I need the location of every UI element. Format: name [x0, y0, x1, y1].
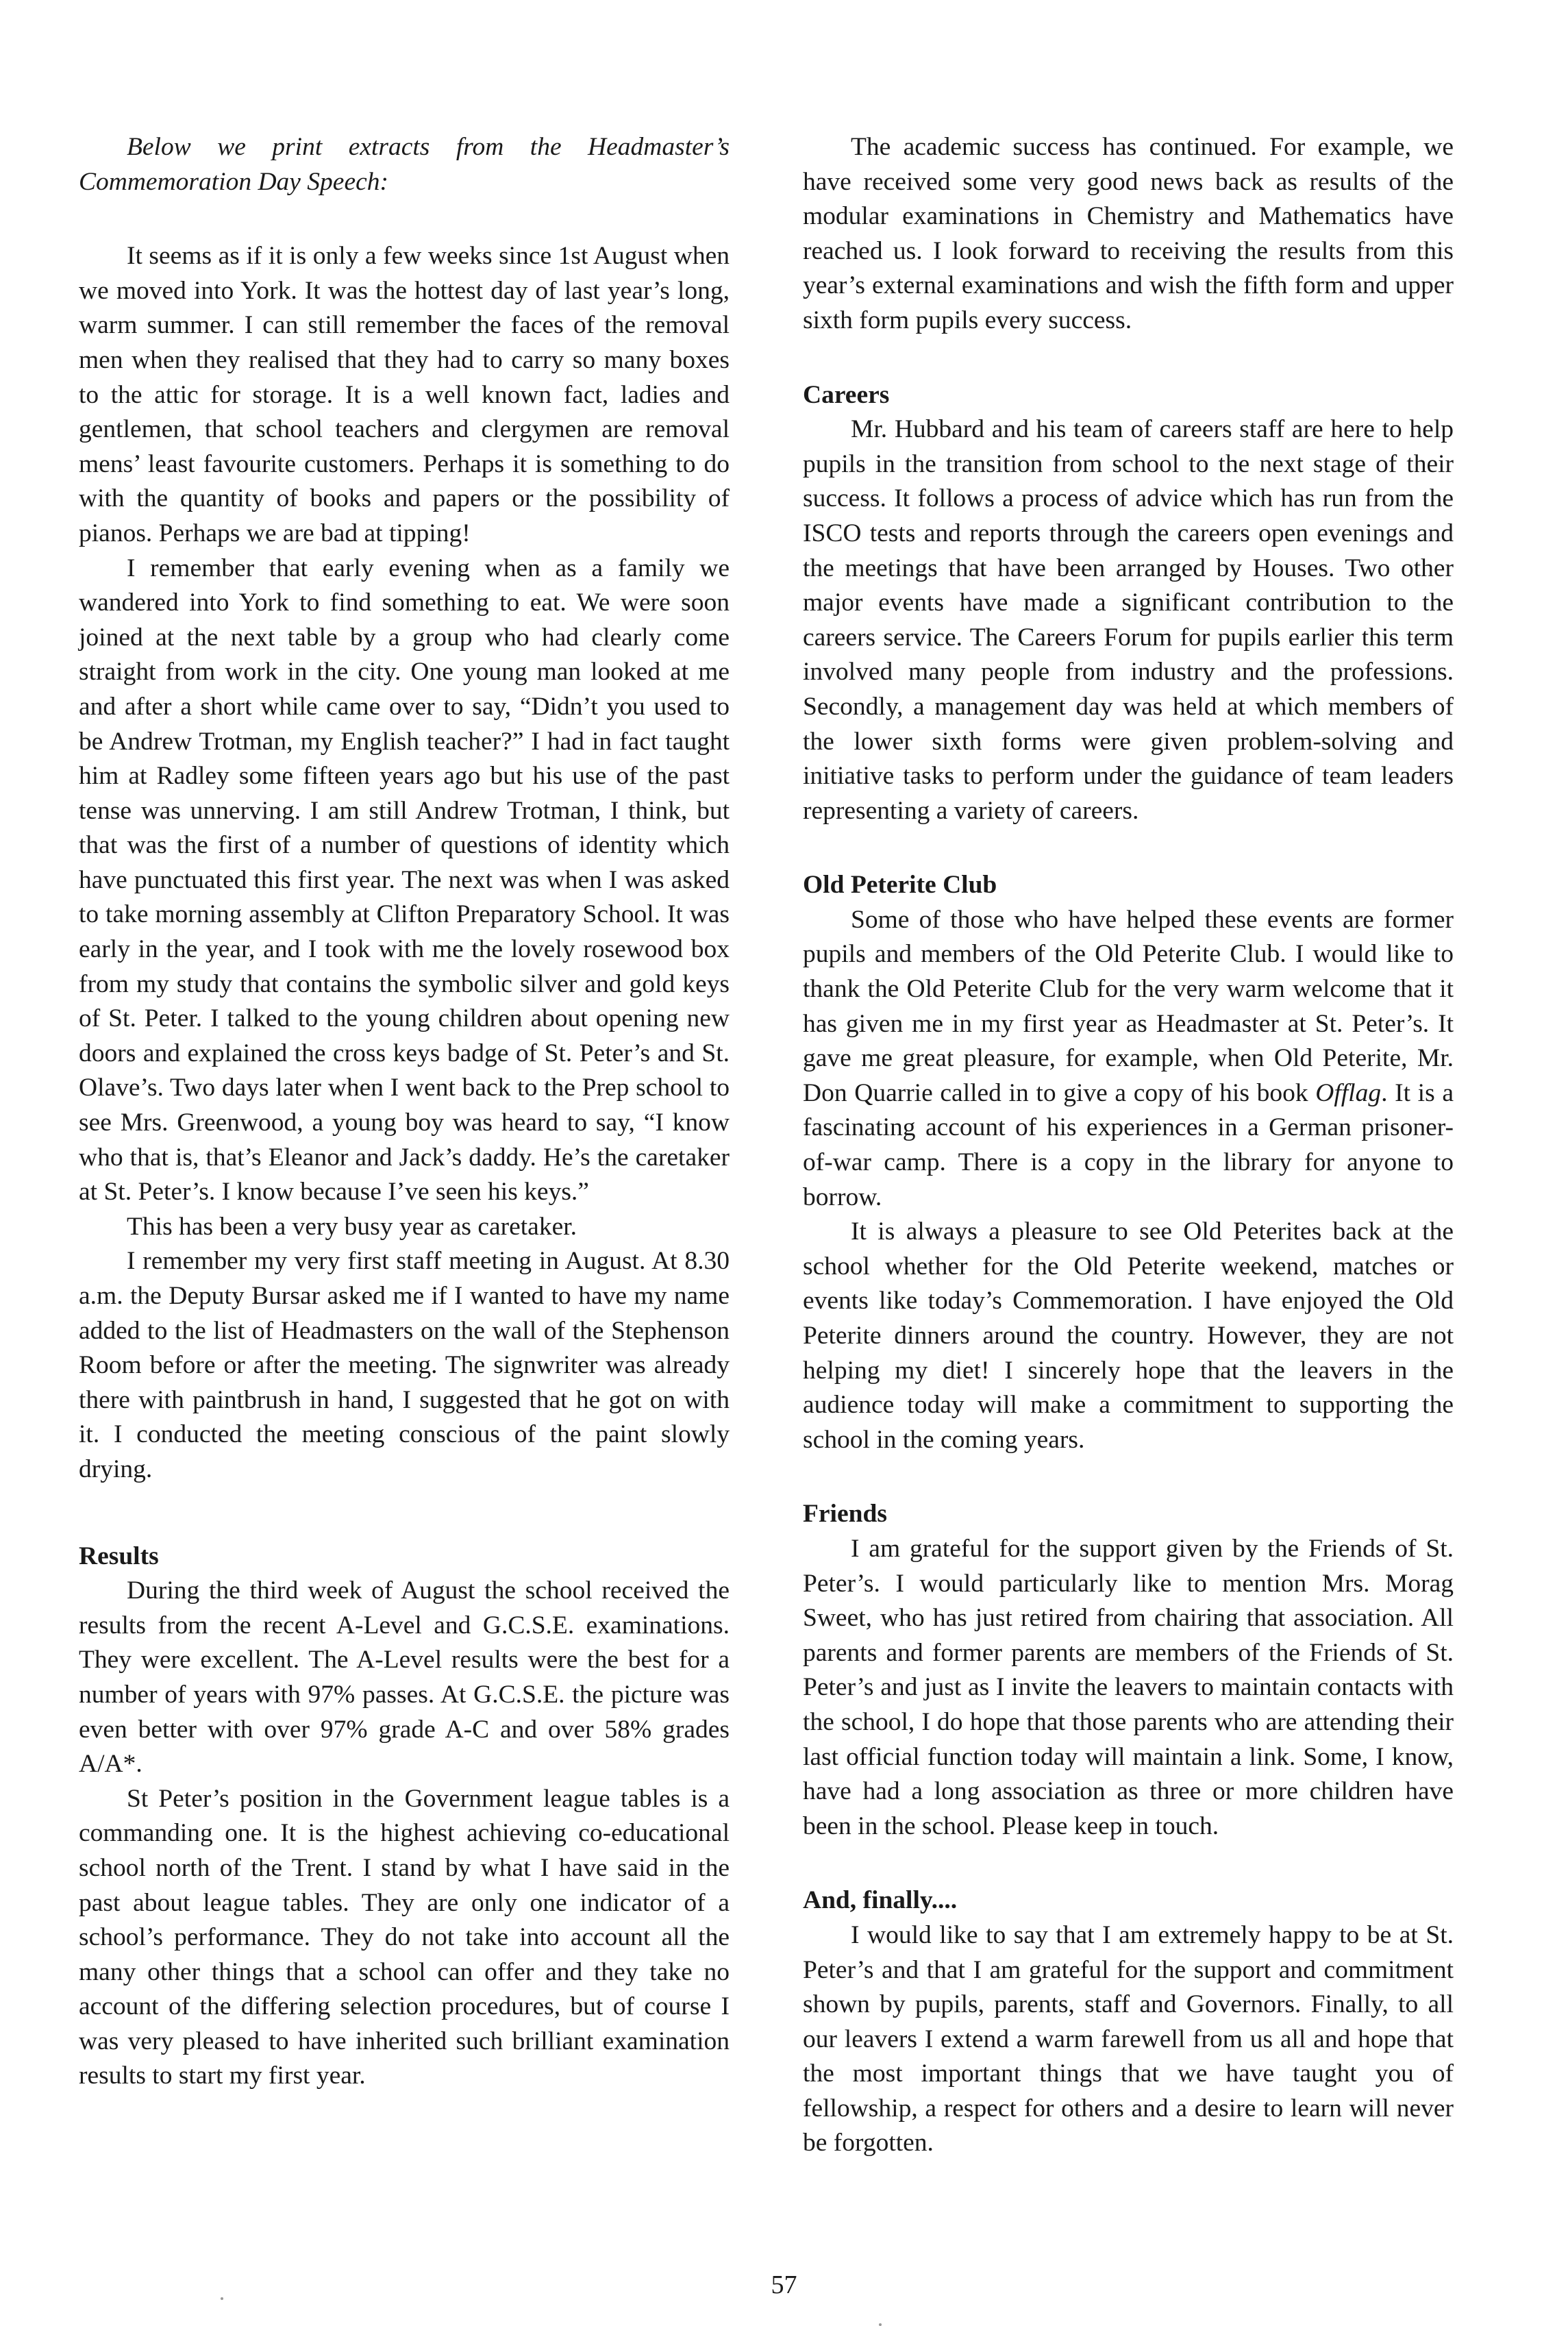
- left-column: [79, 130, 730, 2094]
- book-title: Offlag: [1315, 1078, 1382, 1107]
- section-heading-friends: Friends: [803, 1500, 887, 1529]
- paragraph-old-peterite-visits: It is always a pleasure to see Old Peterites back at the school whether for the Old Peterite weekend, matches or events like today’s Commemoration. I have enjoyed the Old Peterite dinners around the country. However, they are not helping my diet! I sincerely hope that the leavers in the audience today will make a commitment to supporting the school in the coming years.: [803, 1217, 1454, 1454]
- spacer: [803, 338, 1454, 378]
- paragraph-moving-in: It seems as if it is only a few weeks since 1st August when we moved into York. It was the hottest day of last year’s long, warm summer. I can still remember the faces of the removal men when they realised that they had to carry so many boxes to the attic for storage. It is a well known fact, ladies and gentlemen, that school teachers and clergymen are removal mens’ least favourite customers. Perhaps it is something to do with the quantity of books and papers or the possibility of pianos. Perhaps we are bad at tipping!: [79, 242, 730, 547]
- paragraph-league-tables: St Peter’s position in the Government league tables is a commanding one. It is the highest achieving co-educational school north of the Trent. I stand by what I have said in the past about league tables. They are only one indicator of a school’s performance. They do not take into account all the many other things that a school can offer and they take no account of the differing selection procedures, but of course I was very pleased to have inherited such brilliant examination results to start my first year.: [79, 1784, 730, 2090]
- intro-note: Below we print extracts from the Headmaster’s Commemoration Day Speech:: [79, 133, 730, 196]
- right-column: [803, 130, 1454, 2161]
- section-heading-careers: Careers: [803, 380, 890, 409]
- spacer: [803, 1844, 1454, 1883]
- spacer: [803, 828, 1454, 868]
- section-heading-and-finally: And, finally....: [803, 1886, 958, 1915]
- paragraph-staff-meeting: I remember my very first staff meeting in August. At 8.30 a.m. the Deputy Bursar asked me if I wanted to have my name added to the list of Headmasters on the wall of the Stephenson Room before or after the meeting. The signwriter was already there with paintbrush in hand, I suggested that he got on with it. I conducted the meeting conscious of the paint slowly drying.: [79, 1247, 730, 1483]
- paragraph-results: During the third week of August the school received the results from the recent A-Level and G.C.S.E. examinations. They were excellent. The A-Level results were the best for a number of years with 97% passes. At G.C.S.E. the picture was even better with over 97% grade A-C and over 58% grades A/A*.: [79, 1576, 730, 1779]
- text-run: . It is a fascinating account of his experiences in a German prisoner-of-war camp. There is a copy in the library for anyone to borrow.: [803, 1078, 1454, 1211]
- text-run: Some of those who have helped these events are former pupils and members of the Old Peterite Club. I would like to thank the Old Peterite Club for the very warm welcome that it has given me in my first year as Headmaster at St. Peter’s. It gave me great pleasure, for example, when Old Peterite, Mr. Don Quarrie called in to give a copy of his book: [803, 905, 1454, 1107]
- scan-speck: [221, 2297, 223, 2300]
- paragraph-caretaker: This has been a very busy year as caretaker.: [127, 1212, 577, 1241]
- section-heading-results: Results: [79, 1542, 159, 1570]
- spacer: [79, 1487, 730, 1539]
- spacer: [803, 1457, 1454, 1497]
- paragraph-identity: I remember that early evening when as a family we wandered into York to find something to eat. We were soon joined at the next table by a group who had clearly come straight from work in the city. One young man looked at me and after a short while came over to say, “Didn’t you used to be Andrew Trotman, my English teacher?” I had in fact taught him at Radley some fifteen years ago but his use of the past tense was unnerving. I am still Andrew Trotman, I think, but that was the first of a number of questions of identity which have punctuated this first year. The next was when I was asked to take morning assembly at Clifton Preparatory School. It was early in the year, and I took with me the lovely rosewood box from my study that contains the symbolic silver and gold keys of St. Peter. I talked to the young children about opening new doors and explained the cross keys badge of St. Peter’s and St. Olave’s. Two days later when I went back to the Prep school to see Mrs. Greenwood, a young boy was heard to say, “I know who that is, that’s Eleanor and Jack’s daddy. He’s the caretaker at St. Peter’s. I know because I’ve seen his keys.”: [79, 554, 730, 1207]
- paragraph-farewell: I would like to say that I am extremely happy to be at St. Peter’s and that I am grateful for the support and commitment shown by pupils, parents, staff and Governors. Finally, to all our leavers I extend a warm farewell from us all and hope that the most important things that we have taught you of fellowship, a respect for others and a desire to learn will never be forgotten.: [803, 1920, 1454, 2157]
- paragraph-friends: I am grateful for the support given by the Friends of St. Peter’s. I would particularly like to mention Mrs. Morag Sweet, who has just retired from chairing that association. All parents and former parents are members of the Friends of St. Peter’s and just as I invite the leavers to maintain contacts with the school, I do hope that those parents who are attending their last official function today will maintain a link. Some, I know, have had a long association as three or more children have been in the school. Please keep in touch.: [803, 1534, 1454, 1840]
- paragraph-careers: Mr. Hubbard and his team of careers staff are here to help pupils in the transition from school to the next stage of their success. It follows a process of advice which has run from the ISCO tests and reports through the careers open evenings and the meetings that have been arranged by Houses. Two other major events have made a significant contribution to the careers service. The Careers Forum for pupils earlier this term involved many people from industry and the professions. Secondly, a management day was held at which members of the lower sixth forms were given problem-solving and initiative tasks to perform under the guidance of team leaders representing a variety of careers.: [803, 415, 1454, 825]
- spacer: [79, 199, 730, 239]
- scan-speck: [879, 2323, 882, 2326]
- paragraph-old-peterite-welcome: [803, 903, 1454, 1215]
- section-heading-old-peterite-club: Old Peterite Club: [803, 871, 997, 900]
- paragraph-academic-success: The academic success has continued. For example, we have received some very good news back as results of the modular examinations in Chemistry and Mathematics have reached us. I look forward to receiving the results from this year’s external examinations and wish the fifth form and upper sixth form pupils every success.: [803, 133, 1454, 334]
- page-number: 57: [771, 2271, 797, 2299]
